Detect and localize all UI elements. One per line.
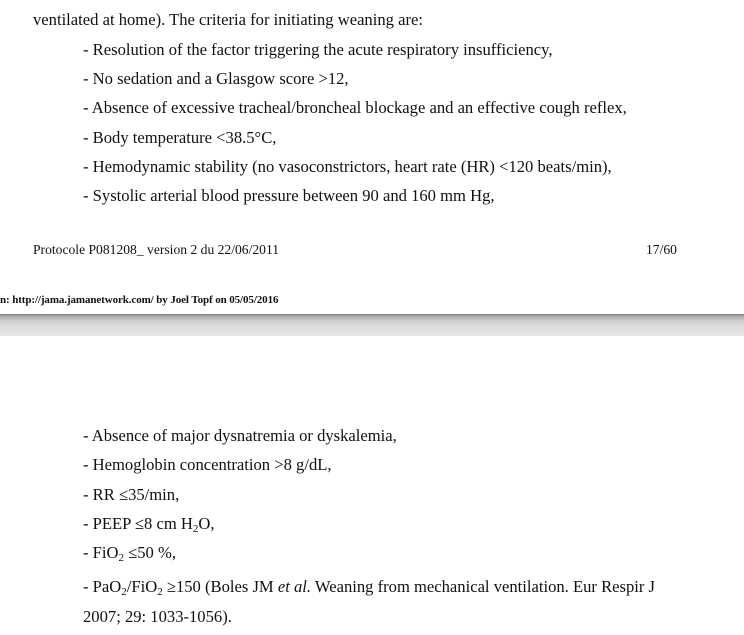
subscript: 2 bbox=[157, 586, 163, 598]
subscript: 2 bbox=[192, 523, 199, 535]
criterion-item: - Hemoglobin concentration >8 g/dL, bbox=[83, 455, 332, 474]
criterion-text: ≥150 (Boles JM bbox=[162, 577, 278, 596]
criterion-text: - PaO bbox=[83, 577, 122, 596]
criterion-item: - Body temperature <38.5°C, bbox=[83, 128, 277, 147]
criterion-item: - Absence of excessive tracheal/broncheal blockage and an effective cough reflex, bbox=[83, 98, 627, 117]
criterion-text: /FiO bbox=[126, 577, 158, 596]
footer-page-number: 17/60 bbox=[646, 242, 677, 257]
criterion-text: O, bbox=[198, 514, 215, 533]
criterion-item: - Systolic arterial blood pressure between 90 and 160 mm Hg, bbox=[83, 186, 495, 205]
citation-continuation: 2007; 29: 1033-1056). bbox=[83, 607, 232, 626]
criterion-text: - PEEP ≤8 cm H bbox=[83, 514, 193, 533]
subscript: 2 bbox=[118, 552, 124, 564]
document-page-18 bbox=[0, 336, 744, 635]
criterion-item: - Absence of major dysnatremia or dyskalemia, bbox=[83, 426, 397, 445]
footer-protocol-version: Protocole P081208_ version 2 du 22/06/2011 bbox=[33, 242, 280, 257]
page-separator bbox=[0, 314, 744, 336]
citation-text: Weaning from mechanical ventilation. Eur Respir J bbox=[311, 577, 655, 596]
download-source-line: n: http://jama.jamanetwork.com/ by Joel Topf on 05/05/2016 bbox=[0, 294, 279, 306]
citation-et-al: et al. bbox=[277, 577, 312, 596]
criterion-fio2 bbox=[83, 543, 176, 563]
intro-sentence: ventilated at home). The criteria for initiating weaning are: bbox=[33, 10, 423, 29]
criterion-pao2-fio2 bbox=[83, 577, 655, 597]
criterion-item: - RR ≤35/min, bbox=[83, 485, 180, 504]
criterion-item: - Resolution of the factor triggering the acute respiratory insufficiency, bbox=[83, 40, 553, 59]
criterion-item: - No sedation and a Glasgow score >12, bbox=[83, 69, 349, 88]
subscript: 2 bbox=[121, 586, 127, 598]
criterion-text: ≤50 %, bbox=[124, 543, 176, 562]
criterion-item: - Hemodynamic stability (no vasoconstrictors, heart rate (HR) <120 beats/min), bbox=[83, 157, 612, 176]
criterion-peep bbox=[83, 514, 215, 534]
criterion-text: - FiO bbox=[83, 543, 119, 562]
